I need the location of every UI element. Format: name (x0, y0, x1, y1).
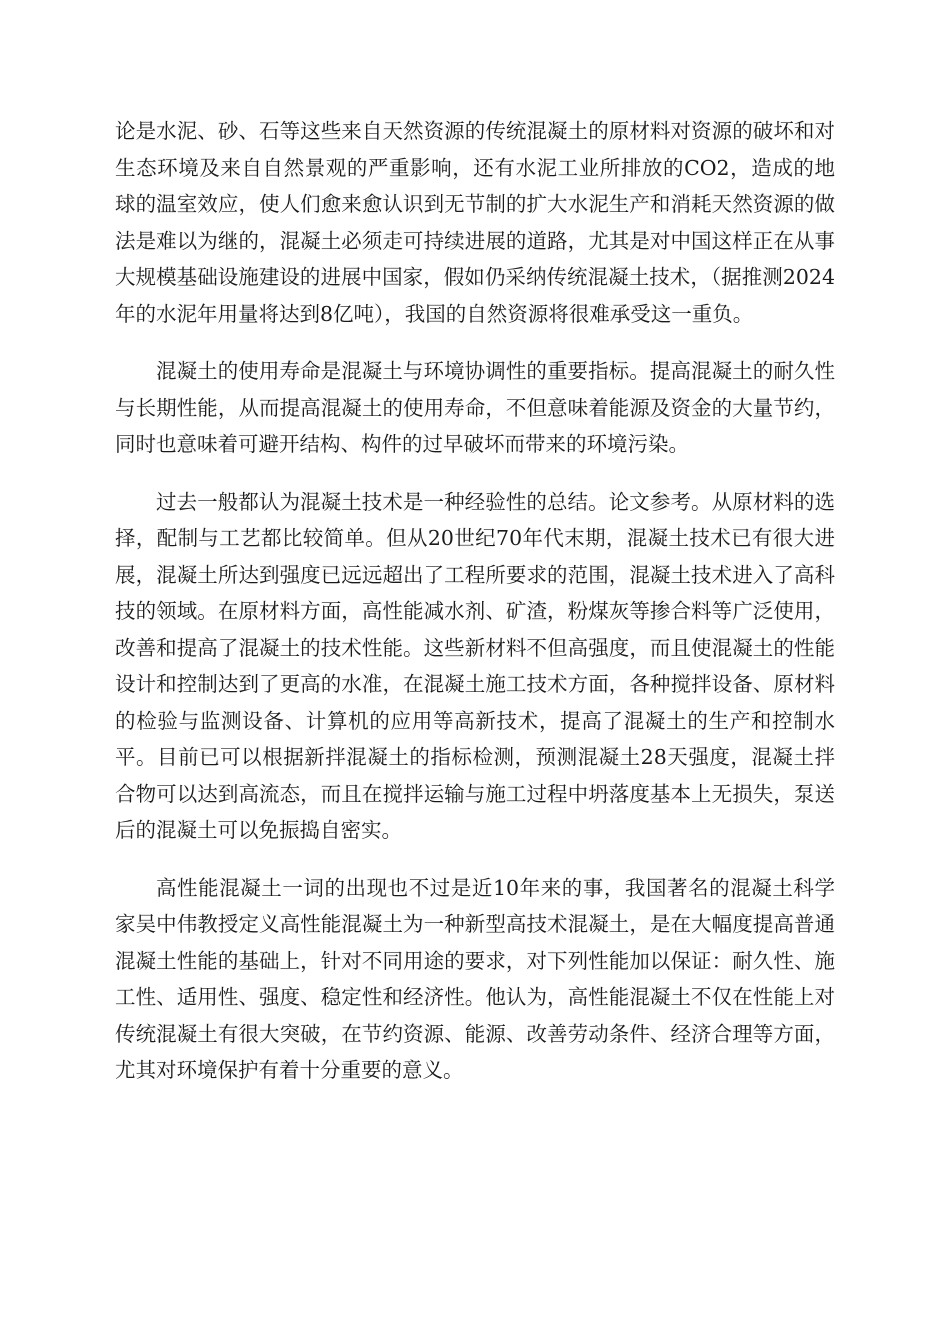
paragraph-service-life: 混凝土的使用寿命是混凝土与环境协调性的重要指标。提高混凝土的耐久性与长期性能，从而提高混凝土的使用寿命，不但意味着能源及资金的大量节约，同时也意味着可避开结构、构件的过早破坏而带来的环境污染。 (115, 359, 835, 456)
paragraph-technology-history: 过去一般都认为混凝土技术是一种经验性的总结。论文参考。从原材料的选择，配制与工艺都比较简单。但从20世纪70年代末期，混凝土技术已有很大进展，混凝土所达到强度已远远超出了工程所要求的范围，混凝土技术进入了高科技的领域。在原材料方面，高性能减水剂、矿渣，粉煤灰等掺合料等广泛使用，改善和提高了混凝土的技术性能。这些新材料不但高强度，而且使混凝土的性能设计和控制达到了更高的水准，在混凝土施工技术方面，各种搅拌设备、原材料的检验与监测设备、计算机的应用等高新技术，提高了混凝土的生产和控制水平。目前已可以根据新拌混凝土的指标检测，预测混凝土28天强度，混凝土拌合物可以达到高流态，而且在搅拌运输与施工过程中坍落度基本上无损失，泵送后的混凝土可以免振捣自密实。 (115, 489, 835, 842)
paragraph-continuation: 论是水泥、砂、石等这些来自天然资源的传统混凝土的原材料对资源的破坏和对生态环境及来自自然景观的严重影响，还有水泥工业所排放的CO2，造成的地球的温室效应，使人们愈来愈认识到无节制的扩大水泥生产和消耗天然资源的做法是难以为继的，混凝土必须走可持续进展的道路，尤其是对中国这样正在从事大规模基础设施建设的进展中国家，假如仍采纳传统混凝土技术，（据推测2024年的水泥年用量将达到8亿吨），我国的自然资源将很难承受这一重负。 (115, 119, 835, 326)
document-body (115, 113, 835, 1110)
paragraph-high-performance-definition: 高性能混凝土一词的出现也不过是近10年来的事，我国著名的混凝土科学家吴中伟教授定义高性能混凝土为一种新型高技术混凝土，是在大幅度提高普通混凝土性能的基础上，针对不同用途的要求，对下列性能加以保证：耐久性、施工性、适用性、强度、稳定性和经济性。他认为，高性能混凝土不仅在性能上对传统混凝土有很大突破，在节约资源、能源、改善劳动条件、经济合理等方面，尤其对环境保护有着十分重要的意义。 (115, 875, 835, 1082)
